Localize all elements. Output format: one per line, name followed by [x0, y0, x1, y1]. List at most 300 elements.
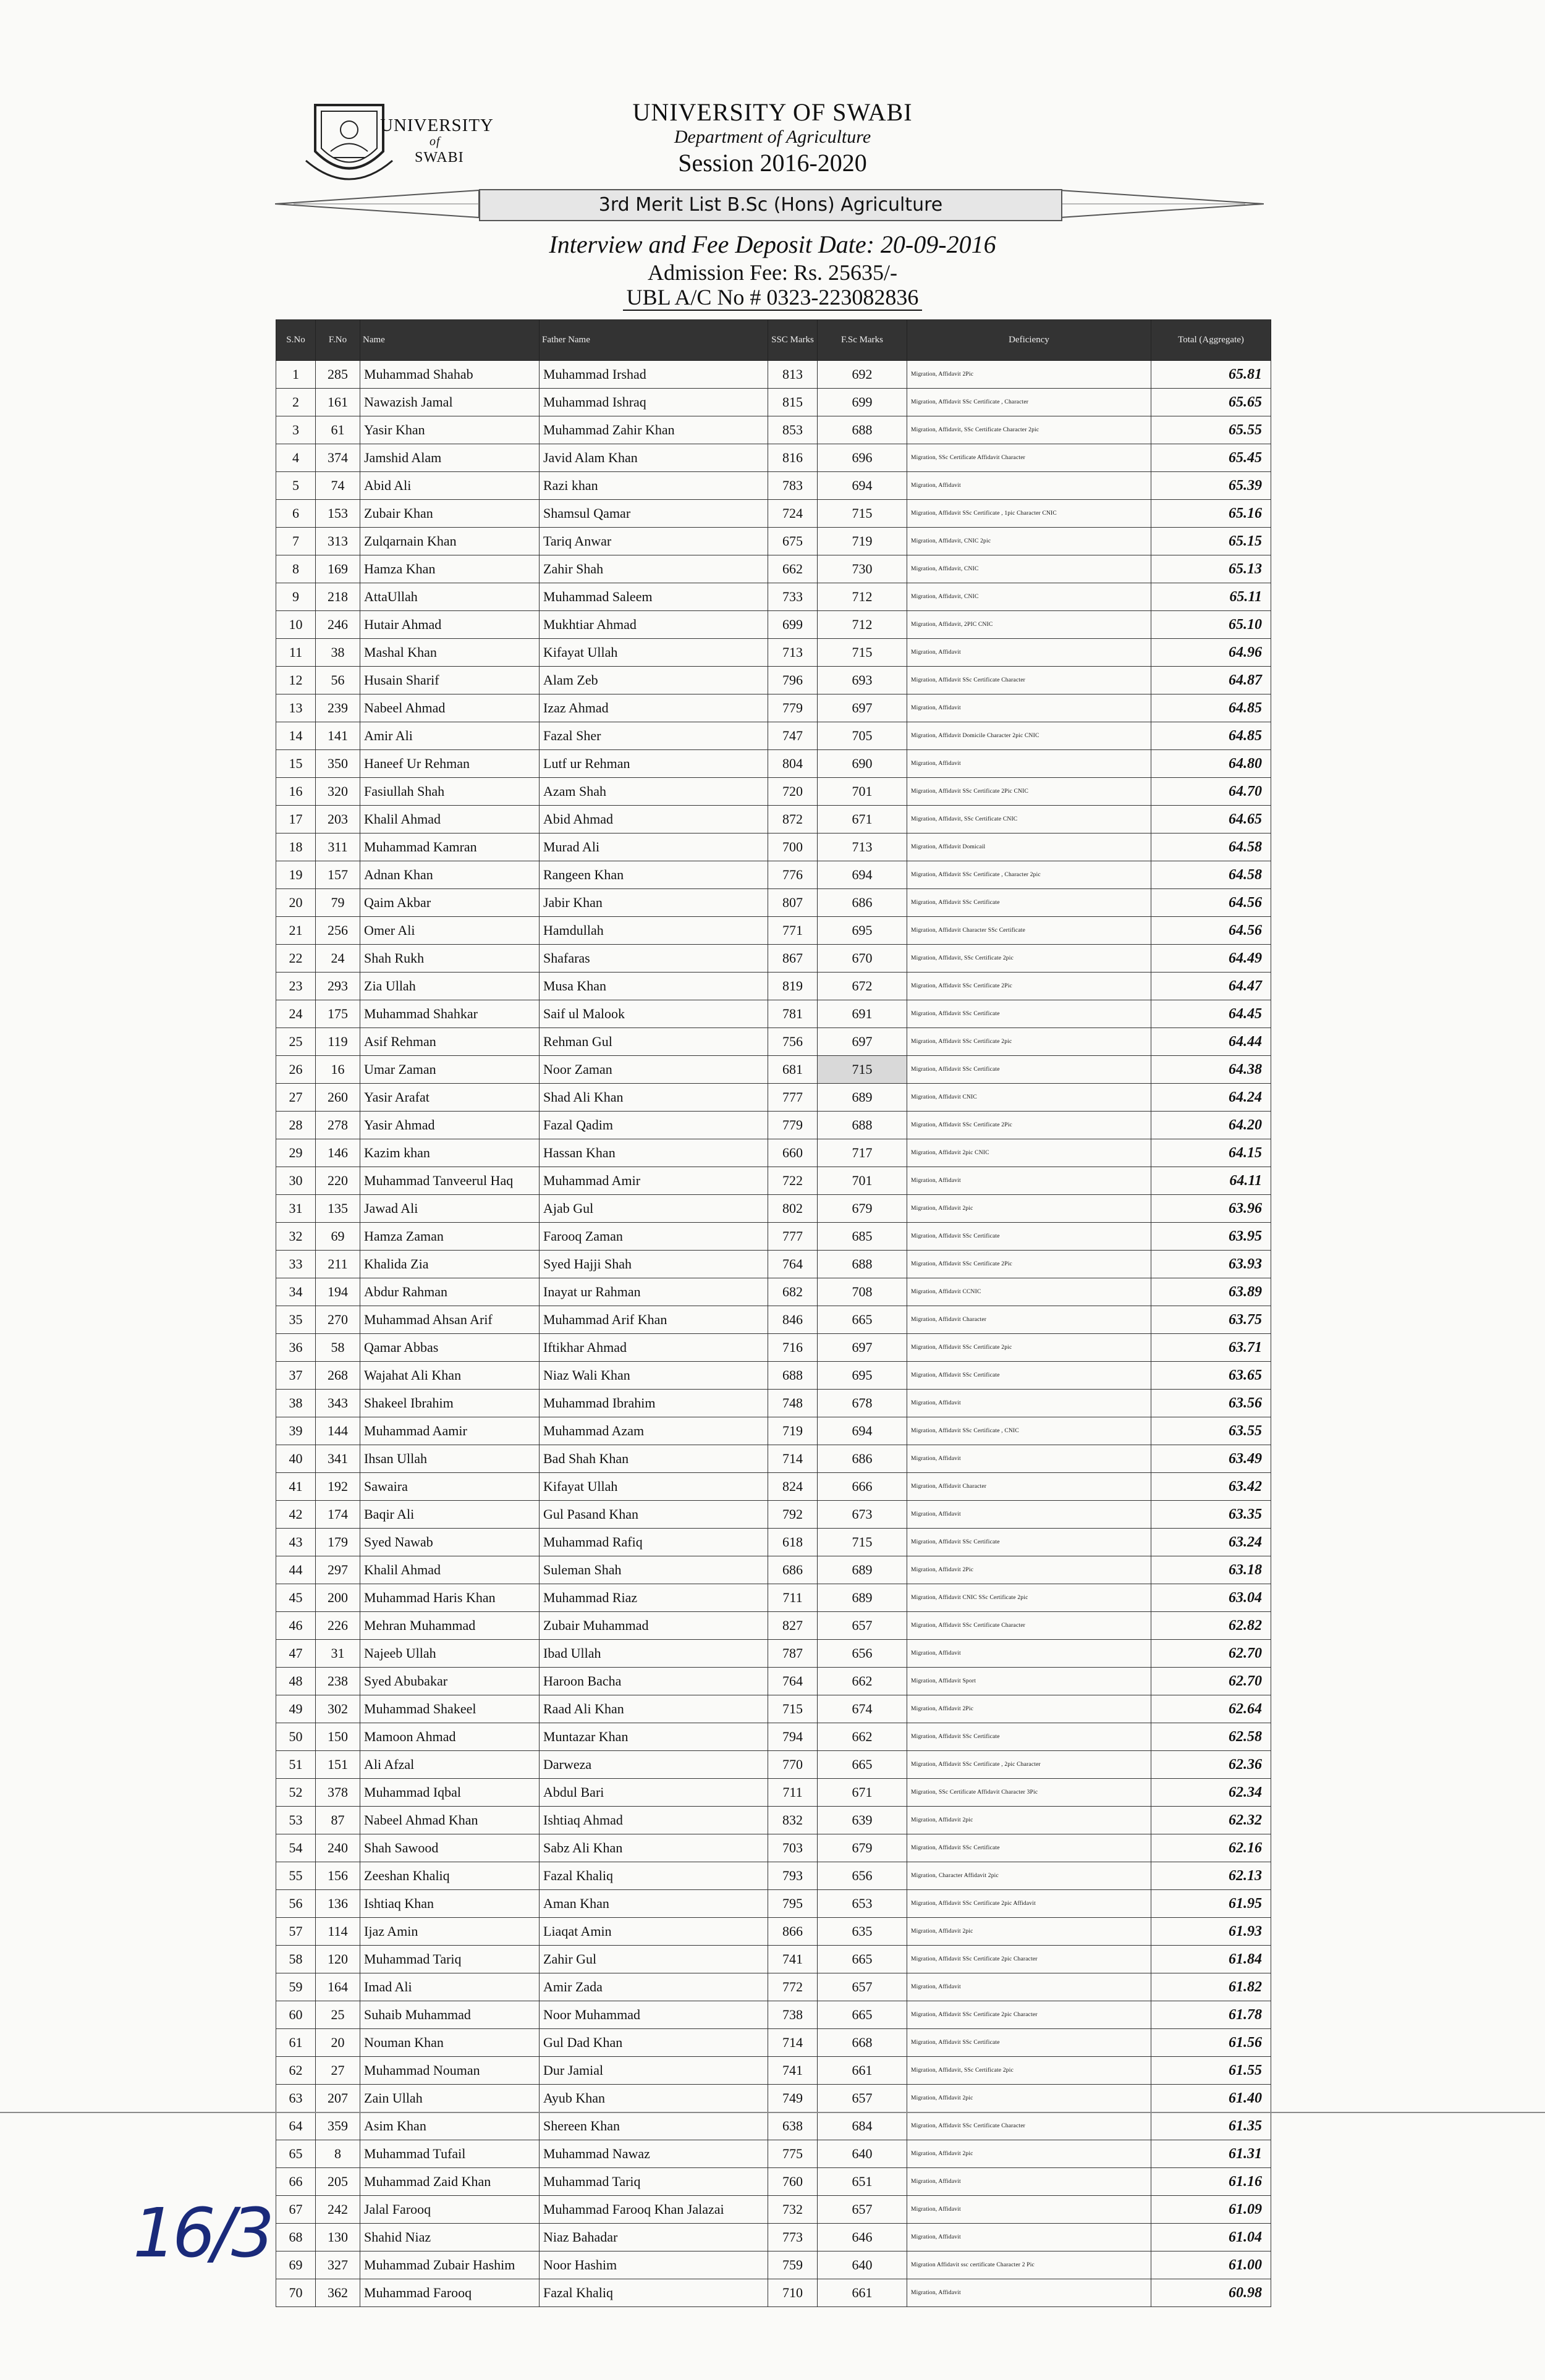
table-row	[276, 1195, 1271, 1223]
deficiency: Migration, Affidavit Domicile Character 2pic CNIC	[907, 722, 1151, 750]
ssc-marks: 771	[768, 917, 818, 945]
father-name: Syed Hajji Shah	[540, 1251, 768, 1278]
merit-table	[276, 319, 1271, 2307]
row-sno: 31	[276, 1195, 316, 1223]
row-fno: 135	[316, 1195, 360, 1223]
ssc-marks: 827	[768, 1612, 818, 1640]
father-name: Hassan Khan	[540, 1139, 768, 1167]
table-row	[276, 750, 1271, 778]
table-row	[276, 1668, 1271, 1695]
row-fno: 207	[316, 2085, 360, 2112]
student-name: Mamoon Ahmad	[360, 1723, 540, 1751]
row-fno: 74	[316, 472, 360, 500]
total-aggregate: 63.65	[1151, 1362, 1271, 1390]
fsc-marks: 695	[818, 1362, 907, 1390]
father-name: Gul Dad Khan	[540, 2029, 768, 2057]
deficiency: Migration, Affidavit 2pic	[907, 1807, 1151, 1834]
student-name: Omer Ali	[360, 917, 540, 945]
row-fno: 20	[316, 2029, 360, 2057]
row-sno: 22	[276, 945, 316, 973]
father-name: Muhammad Zahir Khan	[540, 416, 768, 444]
father-name: Aman Khan	[540, 1890, 768, 1918]
fsc-marks: 701	[818, 778, 907, 806]
father-name: Ayub Khan	[540, 2085, 768, 2112]
row-fno: 362	[316, 2279, 360, 2307]
table-row	[276, 945, 1271, 973]
student-name: Jalal Farooq	[360, 2196, 540, 2224]
ssc-marks: 813	[768, 361, 818, 389]
father-name: Darweza	[540, 1751, 768, 1779]
row-sno: 14	[276, 722, 316, 750]
row-fno: 220	[316, 1167, 360, 1195]
ssc-marks: 703	[768, 1834, 818, 1862]
deficiency: Migration, Affidavit SSc Certificate 2Pic	[907, 1112, 1151, 1139]
father-name: Inayat ur Rahman	[540, 1278, 768, 1306]
fsc-marks: 673	[818, 1501, 907, 1529]
father-name: Razi khan	[540, 472, 768, 500]
father-name: Muhammad Saleem	[540, 583, 768, 611]
ssc-marks: 777	[768, 1223, 818, 1251]
fsc-marks: 661	[818, 2279, 907, 2307]
ssc-marks: 764	[768, 1251, 818, 1278]
row-sno: 43	[276, 1529, 316, 1556]
father-name: Murad Ali	[540, 833, 768, 861]
total-aggregate: 62.34	[1151, 1779, 1271, 1807]
row-fno: 341	[316, 1445, 360, 1473]
fsc-marks: 640	[818, 2251, 907, 2279]
father-name: Abid Ahmad	[540, 806, 768, 833]
fsc-marks: 685	[818, 1223, 907, 1251]
ssc-marks: 816	[768, 444, 818, 472]
table-row	[276, 973, 1271, 1000]
father-name: Hamdullah	[540, 917, 768, 945]
student-name: Imad Ali	[360, 1973, 540, 2001]
student-name: Muhammad Aamir	[360, 1417, 540, 1445]
total-aggregate: 65.39	[1151, 472, 1271, 500]
deficiency: Migration, Affidavit SSc Certificate 2pic	[907, 1028, 1151, 1056]
row-sno: 65	[276, 2140, 316, 2168]
deficiency: Migration, Affidavit	[907, 1640, 1151, 1668]
ssc-marks: 710	[768, 2279, 818, 2307]
father-name: Noor Muhammad	[540, 2001, 768, 2029]
row-sno: 3	[276, 416, 316, 444]
table-row	[276, 2001, 1271, 2029]
row-sno: 70	[276, 2279, 316, 2307]
ssc-marks: 675	[768, 528, 818, 555]
fsc-marks: 715	[818, 1056, 907, 1084]
student-name: Muhammad Zubair Hashim	[360, 2251, 540, 2279]
fsc-marks: 701	[818, 1167, 907, 1195]
fsc-marks: 679	[818, 1195, 907, 1223]
fsc-marks: 730	[818, 555, 907, 583]
table-row	[276, 1084, 1271, 1112]
father-name: Muhammad Azam	[540, 1417, 768, 1445]
ssc-marks: 714	[768, 1445, 818, 1473]
deficiency: Migration, Affidavit SSc Certificate	[907, 2029, 1151, 2057]
deficiency: Migration, Affidavit SSc Certificate Character	[907, 2112, 1151, 2140]
deficiency: Migration, Affidavit SSc Certificate 2pic Affidavit	[907, 1890, 1151, 1918]
student-name: Muhammad Shakeel	[360, 1695, 540, 1723]
table-row	[276, 1251, 1271, 1278]
row-sno: 7	[276, 528, 316, 555]
ssc-marks: 824	[768, 1473, 818, 1501]
fsc-marks: 712	[818, 611, 907, 639]
table-row	[276, 444, 1271, 472]
table-row	[276, 472, 1271, 500]
father-name: Muhammad Ibrahim	[540, 1390, 768, 1417]
row-sno: 6	[276, 500, 316, 528]
total-aggregate: 61.82	[1151, 1973, 1271, 2001]
fsc-marks: 640	[818, 2140, 907, 2168]
row-fno: 174	[316, 1501, 360, 1529]
student-name: Hamza Zaman	[360, 1223, 540, 1251]
father-name: Gul Pasand Khan	[540, 1501, 768, 1529]
fsc-marks: 657	[818, 2196, 907, 2224]
father-name: Fazal Qadim	[540, 1112, 768, 1139]
col-sno: S.No	[276, 320, 316, 361]
deficiency: Migration, Affidavit SSc Certificate 2Pic CNIC	[907, 778, 1151, 806]
deficiency: Migration, Affidavit SSc Certificate	[907, 1223, 1151, 1251]
row-fno: 226	[316, 1612, 360, 1640]
father-name: Fazal Khaliq	[540, 2279, 768, 2307]
row-sno: 27	[276, 1084, 316, 1112]
ssc-marks: 796	[768, 667, 818, 694]
deficiency: Migration, Affidavit Domicail	[907, 833, 1151, 861]
row-sno: 60	[276, 2001, 316, 2029]
student-name: Zain Ullah	[360, 2085, 540, 2112]
student-name: Suhaib Muhammad	[360, 2001, 540, 2029]
row-fno: 239	[316, 694, 360, 722]
row-fno: 297	[316, 1556, 360, 1584]
deficiency: Migration, Affidavit SSc Certificate	[907, 1056, 1151, 1084]
deficiency: Migration, Affidavit	[907, 2196, 1151, 2224]
row-sno: 66	[276, 2168, 316, 2196]
total-aggregate: 61.04	[1151, 2224, 1271, 2251]
fsc-marks: 661	[818, 2057, 907, 2085]
deficiency: Migration, Affidavit	[907, 1390, 1151, 1417]
deficiency: Migration, Affidavit SSc Certificate	[907, 1834, 1151, 1862]
father-name: Azam Shah	[540, 778, 768, 806]
deficiency: Migration, SSc Certificate Affidavit Character 3Pic	[907, 1779, 1151, 1807]
table-row	[276, 1807, 1271, 1834]
row-fno: 56	[316, 667, 360, 694]
ssc-marks: 719	[768, 1417, 818, 1445]
father-name: Niaz Bahadar	[540, 2224, 768, 2251]
row-sno: 12	[276, 667, 316, 694]
total-aggregate: 65.16	[1151, 500, 1271, 528]
father-name: Shad Ali Khan	[540, 1084, 768, 1112]
fsc-marks: 665	[818, 1751, 907, 1779]
row-fno: 313	[316, 528, 360, 555]
deficiency: Migration, Affidavit	[907, 472, 1151, 500]
fsc-marks: 715	[818, 639, 907, 667]
total-aggregate: 63.04	[1151, 1584, 1271, 1612]
row-sno: 44	[276, 1556, 316, 1584]
row-sno: 33	[276, 1251, 316, 1278]
table-row	[276, 917, 1271, 945]
father-name: Muhammad Arif Khan	[540, 1306, 768, 1334]
row-sno: 20	[276, 889, 316, 917]
student-name: Khalida Zia	[360, 1251, 540, 1278]
fsc-marks: 694	[818, 472, 907, 500]
row-sno: 37	[276, 1362, 316, 1390]
table-row	[276, 1834, 1271, 1862]
father-name: Kifayat Ullah	[540, 639, 768, 667]
deficiency: Migration, Affidavit, CNIC	[907, 583, 1151, 611]
total-aggregate: 64.20	[1151, 1112, 1271, 1139]
deficiency: Migration, Affidavit	[907, 750, 1151, 778]
father-name: Farooq Zaman	[540, 1223, 768, 1251]
fsc-marks: 696	[818, 444, 907, 472]
ssc-marks: 819	[768, 973, 818, 1000]
deficiency: Migration, Affidavit SSc Certificate	[907, 1000, 1151, 1028]
row-fno: 268	[316, 1362, 360, 1390]
deficiency: Migration, Affidavit SSc Certificate , 1pic Character CNIC	[907, 500, 1151, 528]
ssc-marks: 713	[768, 639, 818, 667]
table-row	[276, 416, 1271, 444]
row-fno: 69	[316, 1223, 360, 1251]
student-name: Syed Nawab	[360, 1529, 540, 1556]
father-name: Sabz Ali Khan	[540, 1834, 768, 1862]
total-aggregate: 62.64	[1151, 1695, 1271, 1723]
table-row	[276, 1028, 1271, 1056]
ssc-marks: 711	[768, 1584, 818, 1612]
father-name: Muhammad Irshad	[540, 361, 768, 389]
row-sno: 17	[276, 806, 316, 833]
row-fno: 343	[316, 1390, 360, 1417]
student-name: Sawaira	[360, 1473, 540, 1501]
student-name: Umar Zaman	[360, 1056, 540, 1084]
father-name: Zubair Muhammad	[540, 1612, 768, 1640]
row-fno: 87	[316, 1807, 360, 1834]
student-name: Zulqarnain Khan	[360, 528, 540, 555]
father-name: Muhammad Ishraq	[540, 389, 768, 416]
father-name: Bad Shah Khan	[540, 1445, 768, 1473]
father-name: Saif ul Malook	[540, 1000, 768, 1028]
table-row	[276, 2168, 1271, 2196]
table-row	[276, 1139, 1271, 1167]
table-row	[276, 1695, 1271, 1723]
fsc-marks: 686	[818, 1445, 907, 1473]
table-row	[276, 1112, 1271, 1139]
deficiency: Migration, Character Affidavit 2pic	[907, 1862, 1151, 1890]
total-aggregate: 64.47	[1151, 973, 1271, 1000]
row-fno: 293	[316, 973, 360, 1000]
row-fno: 136	[316, 1890, 360, 1918]
deficiency: Migration, Affidavit	[907, 694, 1151, 722]
total-aggregate: 62.36	[1151, 1751, 1271, 1779]
ssc-marks: 760	[768, 2168, 818, 2196]
row-sno: 4	[276, 444, 316, 472]
row-sno: 68	[276, 2224, 316, 2251]
fsc-marks: 670	[818, 945, 907, 973]
deficiency: Migration, Affidavit	[907, 1501, 1151, 1529]
total-aggregate: 60.98	[1151, 2279, 1271, 2307]
father-name: Alam Zeb	[540, 667, 768, 694]
father-name: Amir Zada	[540, 1973, 768, 2001]
father-name: Jabir Khan	[540, 889, 768, 917]
deficiency: Migration, Affidavit SSc Certificate , Character	[907, 389, 1151, 416]
student-name: Abid Ali	[360, 472, 540, 500]
table-row	[276, 1556, 1271, 1584]
father-name: Fazal Khaliq	[540, 1862, 768, 1890]
row-sno: 28	[276, 1112, 316, 1139]
total-aggregate: 63.71	[1151, 1334, 1271, 1362]
ssc-marks: 716	[768, 1334, 818, 1362]
fsc-marks: 662	[818, 1723, 907, 1751]
col-father: Father Name	[540, 320, 768, 361]
total-aggregate: 61.35	[1151, 2112, 1271, 2140]
deficiency: Migration, Affidavit 2pic CNIC	[907, 1139, 1151, 1167]
row-sno: 40	[276, 1445, 316, 1473]
row-sno: 9	[276, 583, 316, 611]
total-aggregate: 61.93	[1151, 1918, 1271, 1946]
row-sno: 54	[276, 1834, 316, 1862]
table-row	[276, 1362, 1271, 1390]
student-name: Yasir Ahmad	[360, 1112, 540, 1139]
row-fno: 8	[316, 2140, 360, 2168]
total-aggregate: 65.45	[1151, 444, 1271, 472]
row-fno: 205	[316, 2168, 360, 2196]
total-aggregate: 62.58	[1151, 1723, 1271, 1751]
ssc-marks: 714	[768, 2029, 818, 2057]
table-row	[276, 889, 1271, 917]
deficiency: Migration, Affidavit 2Pic	[907, 361, 1151, 389]
total-aggregate: 63.75	[1151, 1306, 1271, 1334]
fsc-marks: 679	[818, 1834, 907, 1862]
father-name: Muhammad Riaz	[540, 1584, 768, 1612]
deficiency: Migration, Affidavit, CNIC 2pic	[907, 528, 1151, 555]
student-name: Adnan Khan	[360, 861, 540, 889]
ssc-marks: 711	[768, 1779, 818, 1807]
ssc-marks: 759	[768, 2251, 818, 2279]
row-sno: 29	[276, 1139, 316, 1167]
student-name: Ijaz Amin	[360, 1918, 540, 1946]
ssc-marks: 741	[768, 2057, 818, 2085]
student-name: Fasiullah Shah	[360, 778, 540, 806]
student-name: Muhammad Tariq	[360, 1946, 540, 1973]
row-fno: 246	[316, 611, 360, 639]
total-aggregate: 65.13	[1151, 555, 1271, 583]
table-row	[276, 1390, 1271, 1417]
deficiency: Migration, Affidavit 2Pic	[907, 1695, 1151, 1723]
row-fno: 359	[316, 2112, 360, 2140]
ssc-marks: 722	[768, 1167, 818, 1195]
father-name: Muntazar Khan	[540, 1723, 768, 1751]
ssc-marks: 802	[768, 1195, 818, 1223]
total-aggregate: 63.24	[1151, 1529, 1271, 1556]
row-sno: 15	[276, 750, 316, 778]
row-fno: 350	[316, 750, 360, 778]
table-row	[276, 2224, 1271, 2251]
total-aggregate: 61.00	[1151, 2251, 1271, 2279]
student-name: Qamar Abbas	[360, 1334, 540, 1362]
fsc-marks: 719	[818, 528, 907, 555]
total-aggregate: 64.45	[1151, 1000, 1271, 1028]
ssc-marks: 779	[768, 1112, 818, 1139]
row-sno: 24	[276, 1000, 316, 1028]
deficiency: Migration, Affidavit, SSc Certificate 2pic	[907, 945, 1151, 973]
total-aggregate: 61.84	[1151, 1946, 1271, 1973]
fsc-marks: 668	[818, 2029, 907, 2057]
student-name: Muhammad Nouman	[360, 2057, 540, 2085]
ssc-marks: 748	[768, 1390, 818, 1417]
row-sno: 19	[276, 861, 316, 889]
scan-divider-line	[0, 2112, 1545, 2113]
row-fno: 164	[316, 1973, 360, 2001]
student-name: Qaim Akbar	[360, 889, 540, 917]
fsc-marks: 653	[818, 1890, 907, 1918]
row-fno: 285	[316, 361, 360, 389]
student-name: Nawazish Jamal	[360, 389, 540, 416]
interview-date: Interview and Fee Deposit Date: 20-09-2016	[549, 230, 996, 258]
deficiency: Migration, Affidavit, SSc Certificate Character 2pic	[907, 416, 1151, 444]
father-name: Lutf ur Rehman	[540, 750, 768, 778]
row-fno: 240	[316, 1834, 360, 1862]
fsc-marks: 689	[818, 1584, 907, 1612]
ssc-marks: 638	[768, 2112, 818, 2140]
student-name: Muhammad Tufail	[360, 2140, 540, 2168]
total-aggregate: 63.55	[1151, 1417, 1271, 1445]
total-aggregate: 63.18	[1151, 1556, 1271, 1584]
total-aggregate: 64.70	[1151, 778, 1271, 806]
row-sno: 61	[276, 2029, 316, 2057]
deficiency: Migration, Affidavit 2pic	[907, 2140, 1151, 2168]
row-fno: 169	[316, 555, 360, 583]
row-fno: 203	[316, 806, 360, 833]
table-row	[276, 2085, 1271, 2112]
student-name: Shah Sawood	[360, 1834, 540, 1862]
father-name: Muhammad Amir	[540, 1167, 768, 1195]
student-name: Amir Ali	[360, 722, 540, 750]
row-fno: 218	[316, 583, 360, 611]
row-sno: 30	[276, 1167, 316, 1195]
table-row	[276, 500, 1271, 528]
father-name: Shamsul Qamar	[540, 500, 768, 528]
fsc-marks: 715	[818, 500, 907, 528]
total-aggregate: 65.81	[1151, 361, 1271, 389]
total-aggregate: 64.15	[1151, 1139, 1271, 1167]
student-name: Asim Khan	[360, 2112, 540, 2140]
row-fno: 278	[316, 1112, 360, 1139]
total-aggregate: 63.89	[1151, 1278, 1271, 1306]
ssc-marks: 738	[768, 2001, 818, 2029]
fsc-marks: 688	[818, 416, 907, 444]
deficiency: Migration, Affidavit	[907, 2168, 1151, 2196]
student-name: Ihsan Ullah	[360, 1445, 540, 1473]
deficiency: Migration, Affidavit SSc Certificate	[907, 1723, 1151, 1751]
deficiency: Migration, Affidavit SSc Certificate	[907, 1362, 1151, 1390]
total-aggregate: 63.96	[1151, 1195, 1271, 1223]
row-sno: 42	[276, 1501, 316, 1529]
fsc-marks: 689	[818, 1556, 907, 1584]
col-total: Total (Aggregate)	[1151, 320, 1271, 361]
table-row	[276, 1000, 1271, 1028]
fsc-marks: 692	[818, 361, 907, 389]
ssc-marks: 866	[768, 1918, 818, 1946]
col-ssc: SSC Marks	[768, 320, 818, 361]
student-name: Nabeel Ahmad	[360, 694, 540, 722]
total-aggregate: 62.13	[1151, 1862, 1271, 1890]
fsc-marks: 686	[818, 889, 907, 917]
row-sno: 69	[276, 2251, 316, 2279]
deficiency: Migration, Affidavit SSc Certificate , 2pic Character	[907, 1751, 1151, 1779]
row-fno: 79	[316, 889, 360, 917]
fsc-marks: 665	[818, 2001, 907, 2029]
row-sno: 62	[276, 2057, 316, 2085]
row-fno: 38	[316, 639, 360, 667]
ssc-marks: 686	[768, 1556, 818, 1584]
